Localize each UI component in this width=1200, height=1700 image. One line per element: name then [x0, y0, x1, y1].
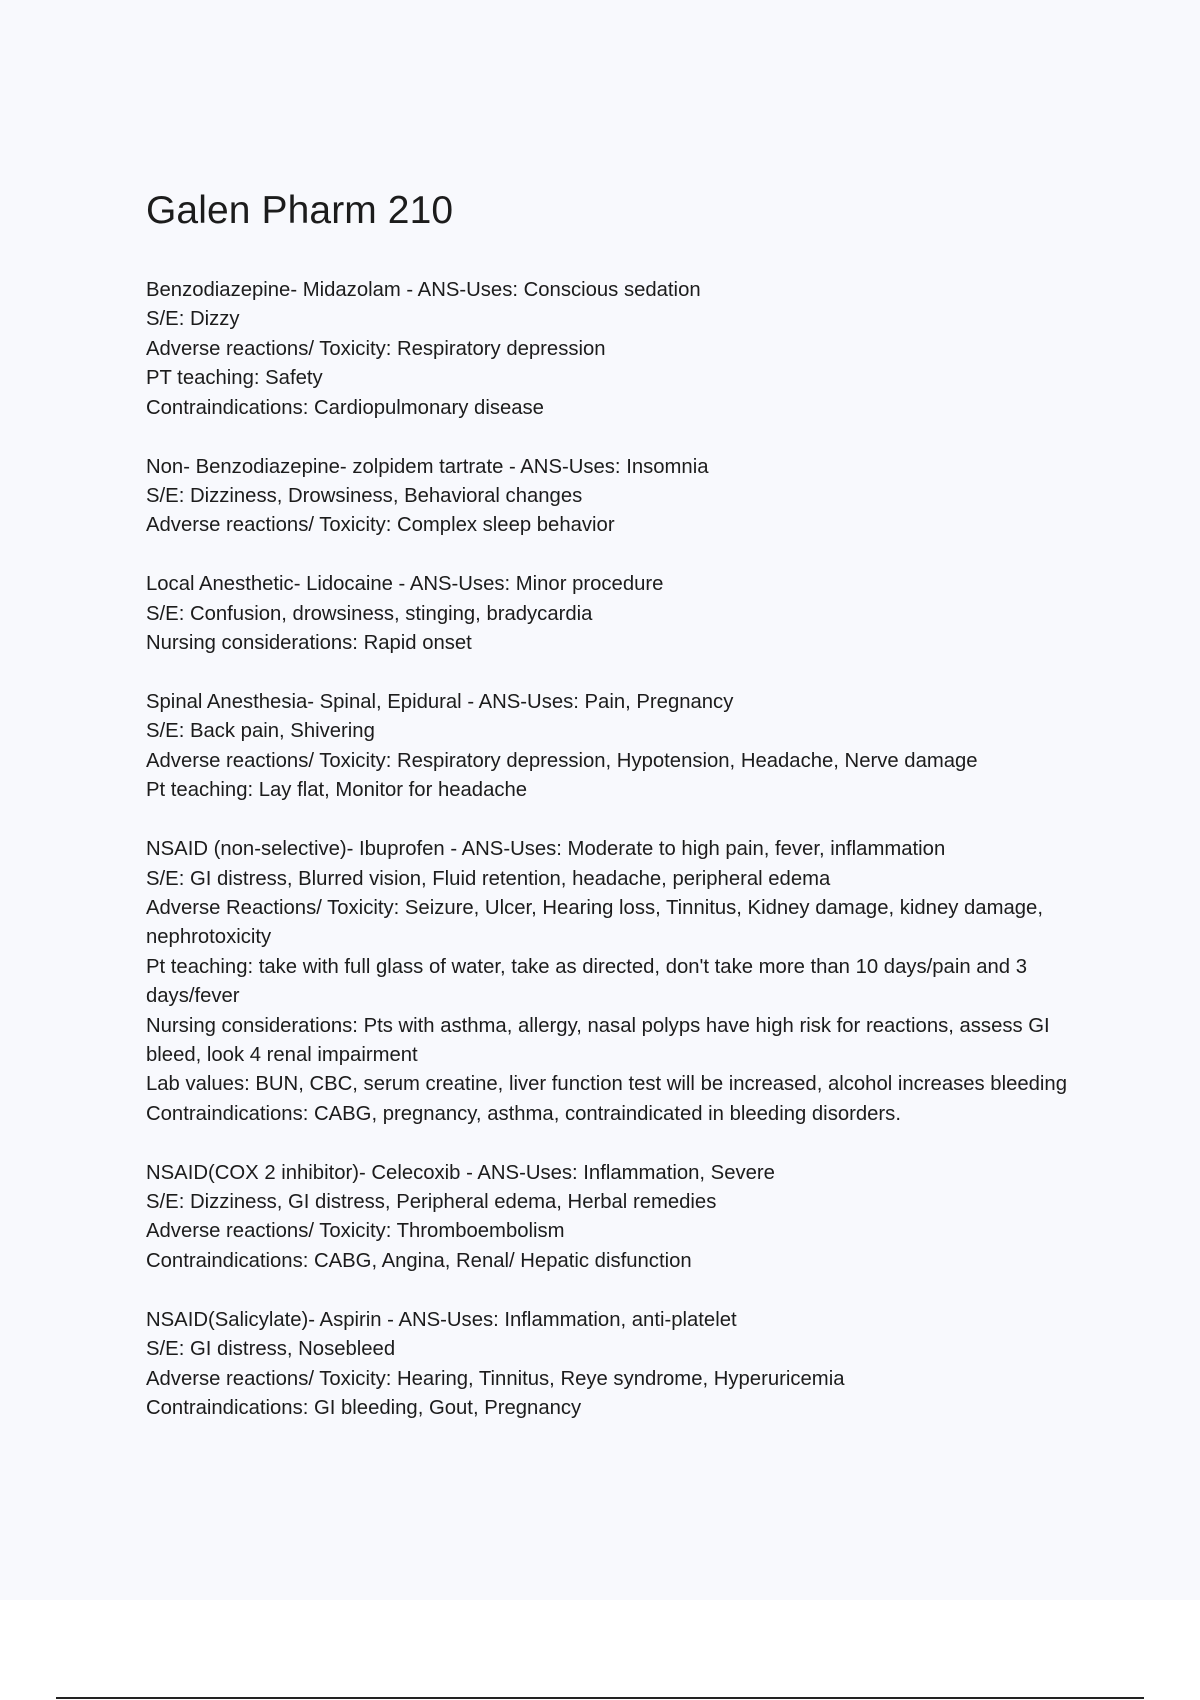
side-effects: S/E: Dizzy	[146, 308, 240, 331]
patient-teaching: Pt teaching: Lay flat, Monitor for headache	[146, 779, 528, 802]
drug-section-midazolam	[146, 276, 1086, 423]
contraindications: Contraindications: CABG, Angina, Renal/ Hepatic disfunction	[146, 1249, 692, 1272]
drug-section-spinal-anesthesia	[146, 688, 1086, 806]
drug-heading: NSAID(Salicylate)- Aspirin - ANS-Uses: Inflammation, anti-platelet	[146, 1308, 737, 1331]
drug-heading: NSAID (non-selective)- Ibuprofen - ANS-Uses: Moderate to high pain, fever, inflammation	[146, 838, 946, 861]
adverse-reactions: Adverse reactions/ Toxicity: Complex sleep behavior	[146, 514, 615, 537]
nursing-considerations: Nursing considerations: Rapid onset	[146, 632, 472, 655]
lab-values: Lab values: BUN, CBC, serum creatine, liver function test will be increased, alcohol increases bleeding	[146, 1073, 1067, 1096]
adverse-reactions: Adverse reactions/ Toxicity: Respiratory depression	[146, 337, 606, 360]
side-effects: S/E: Confusion, drowsiness, stinging, bradycardia	[146, 602, 593, 625]
adverse-reactions: Adverse Reactions/ Toxicity: Seizure, Ulcer, Hearing loss, Tinnitus, Kidney damage, kidney damage, nephrotoxicity	[146, 896, 1043, 949]
drug-heading: Local Anesthetic- Lidocaine - ANS-Uses: Minor procedure	[146, 573, 664, 596]
contraindications: Contraindications: CABG, pregnancy, asthma, contraindicated in bleeding disorders.	[146, 1102, 901, 1125]
contraindications: Contraindications: Cardiopulmonary disease	[146, 396, 544, 419]
footer-divider	[56, 1697, 1144, 1699]
document-content	[146, 186, 1086, 1453]
adverse-reactions: Adverse reactions/ Toxicity: Thromboembolism	[146, 1220, 565, 1243]
side-effects: S/E: Back pain, Shivering	[146, 720, 375, 743]
contraindications: Contraindications: GI bleeding, Gout, Pregnancy	[146, 1397, 582, 1419]
side-effects: S/E: GI distress, Nosebleed	[146, 1338, 396, 1361]
adverse-reactions: Adverse reactions/ Toxicity: Hearing, Tinnitus, Reye syndrome, Hyperuricemia	[146, 1367, 845, 1390]
drug-heading: Benzodiazepine- Midazolam - ANS-Uses: Conscious sedation	[146, 279, 701, 301]
adverse-reactions: Adverse reactions/ Toxicity: Respiratory depression, Hypotension, Headache, Nerve damage	[146, 749, 978, 772]
side-effects: S/E: Dizziness, Drowsiness, Behavioral changes	[146, 484, 583, 507]
side-effects: S/E: GI distress, Blurred vision, Fluid retention, headache, peripheral edema	[146, 867, 831, 890]
drug-section-celecoxib	[146, 1159, 1086, 1277]
drug-heading: NSAID(COX 2 inhibitor)- Celecoxib - ANS-Uses: Inflammation, Severe	[146, 1161, 775, 1184]
drug-section-lidocaine	[146, 570, 1086, 658]
drug-heading: Spinal Anesthesia- Spinal, Epidural - ANS-Uses: Pain, Pregnancy	[146, 690, 734, 713]
drug-section-ibuprofen	[146, 835, 1086, 1129]
patient-teaching: PT teaching: Safety	[146, 367, 323, 390]
page-title: Galen Pharm 210	[146, 189, 454, 232]
nursing-considerations: Nursing considerations: Pts with asthma, allergy, nasal polyps have high risk for reactions, assess GI bleed, look 4 renal impairment	[146, 1014, 1050, 1066]
drug-section-aspirin	[146, 1306, 1086, 1424]
drug-section-zolpidem	[146, 453, 1086, 541]
patient-teaching: Pt teaching: take with full glass of water, take as directed, don't take more than 10 days/pain and 3 days/fever	[146, 955, 1027, 1008]
drug-heading: Non- Benzodiazepine- zolpidem tartrate - ANS-Uses: Insomnia	[146, 455, 709, 478]
side-effects: S/E: Dizziness, GI distress, Peripheral edema, Herbal remedies	[146, 1191, 717, 1214]
